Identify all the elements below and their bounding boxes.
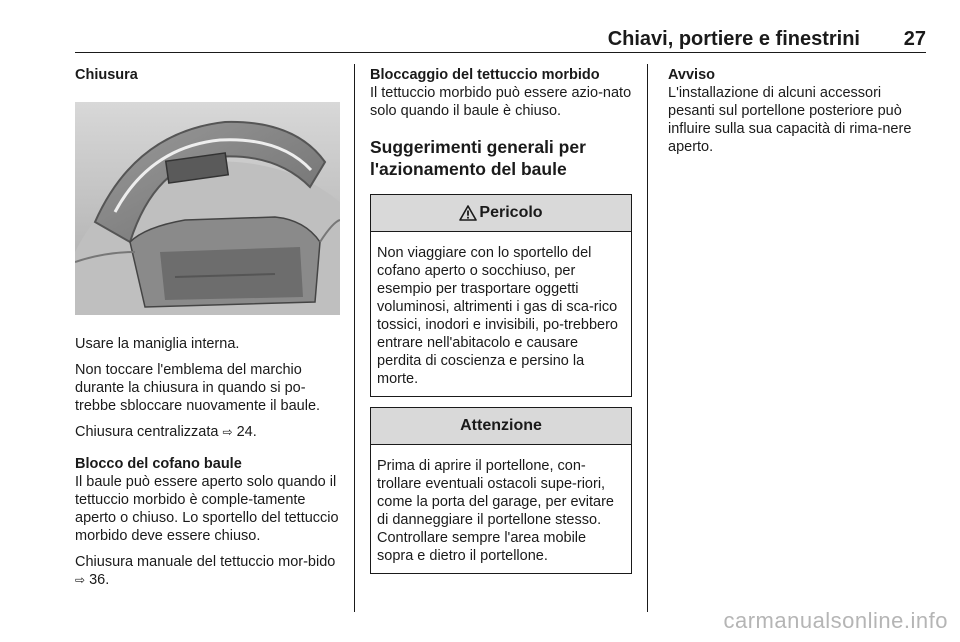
subheading-avviso: Avviso [668, 67, 716, 83]
paragraph-avviso: L'installazione di alcuni accessori pesanti sul portellone posteriore può influire sulla sua capacità di rima-nere aperto. [668, 85, 912, 155]
paragraph-non-toccare: Non toccare l'emblema del marchio durante la chiusura in quando si po-trebbe sbloccare nuovamente il baule. [75, 362, 321, 414]
subheading-blocco-cofano: Blocco del cofano baule [75, 456, 242, 472]
subheading-bloccaggio: Bloccaggio del tettuccio morbido [370, 67, 600, 83]
ref-text: Chiusura centralizzata [75, 424, 223, 440]
ref-page[interactable]: 36. [89, 572, 110, 588]
section-title-suggerimenti: Suggerimenti generali per l'azionamento del baule [370, 137, 586, 179]
column-1 [75, 66, 343, 597]
danger-box-text: Non viaggiare con lo sportello del cofano aperto o socchiuso, per esempio per trasportare oggetti voluminosi, altrimenti i gas di sca-rico tossici, inodori e invisibili, po-trebbero entrare nell'abitacolo e causare perdita di coscienza e persino la morte. [377, 245, 618, 387]
watermark: carmanualsonline.info [723, 608, 948, 633]
trunk-lid-photo [75, 102, 340, 315]
caution-box-header [371, 408, 631, 445]
column-2 [370, 66, 634, 584]
danger-box-title: Pericolo [479, 204, 543, 221]
cross-reference-arrow-icon: ⇨ [75, 573, 86, 587]
running-header-title: Chiavi, portiere e finestrini [607, 28, 860, 50]
column-divider-1 [354, 64, 355, 612]
paragraph-chiusura-centralizzata [75, 423, 343, 441]
caution-box-text: Prima di aprire il portellone, con-trollare eventuali ostacoli supe-riori, come la porta del garage, per evitare di danneggiare il portellone stesso. Controllare sempre l'area mobile sopra e dietro il portellone. [377, 458, 614, 564]
ref-text: Chiusura manuale del tettuccio mor-bido [75, 554, 336, 570]
paragraph-usare: Usare la maniglia interna. [75, 336, 240, 352]
caution-box-title: Attenzione [460, 417, 542, 434]
paragraph-blocco-cofano: Il baule può essere aperto solo quando il tettuccio morbido è comple-tamente aperto o chiuso. Lo sportello del tettuccio morbido deve essere chiuso. [75, 474, 339, 544]
header-rule [75, 52, 926, 53]
page-number: 27 [903, 28, 926, 50]
warning-triangle-icon [459, 205, 477, 221]
paragraph-bloccaggio: Il tettuccio morbido può essere azio-nato solo quando il baule è chiuso. [370, 85, 632, 119]
caution-box [370, 407, 632, 574]
danger-box-header [371, 195, 631, 232]
cross-reference-arrow-icon: ⇨ [222, 425, 233, 439]
paragraph-chiusura-manuale [75, 553, 343, 589]
ref-page[interactable]: 24. [236, 424, 257, 440]
column-3 [668, 66, 930, 164]
danger-box [370, 194, 632, 397]
column-divider-2 [647, 64, 648, 612]
section-heading-chiusura: Chiusura [75, 67, 138, 83]
